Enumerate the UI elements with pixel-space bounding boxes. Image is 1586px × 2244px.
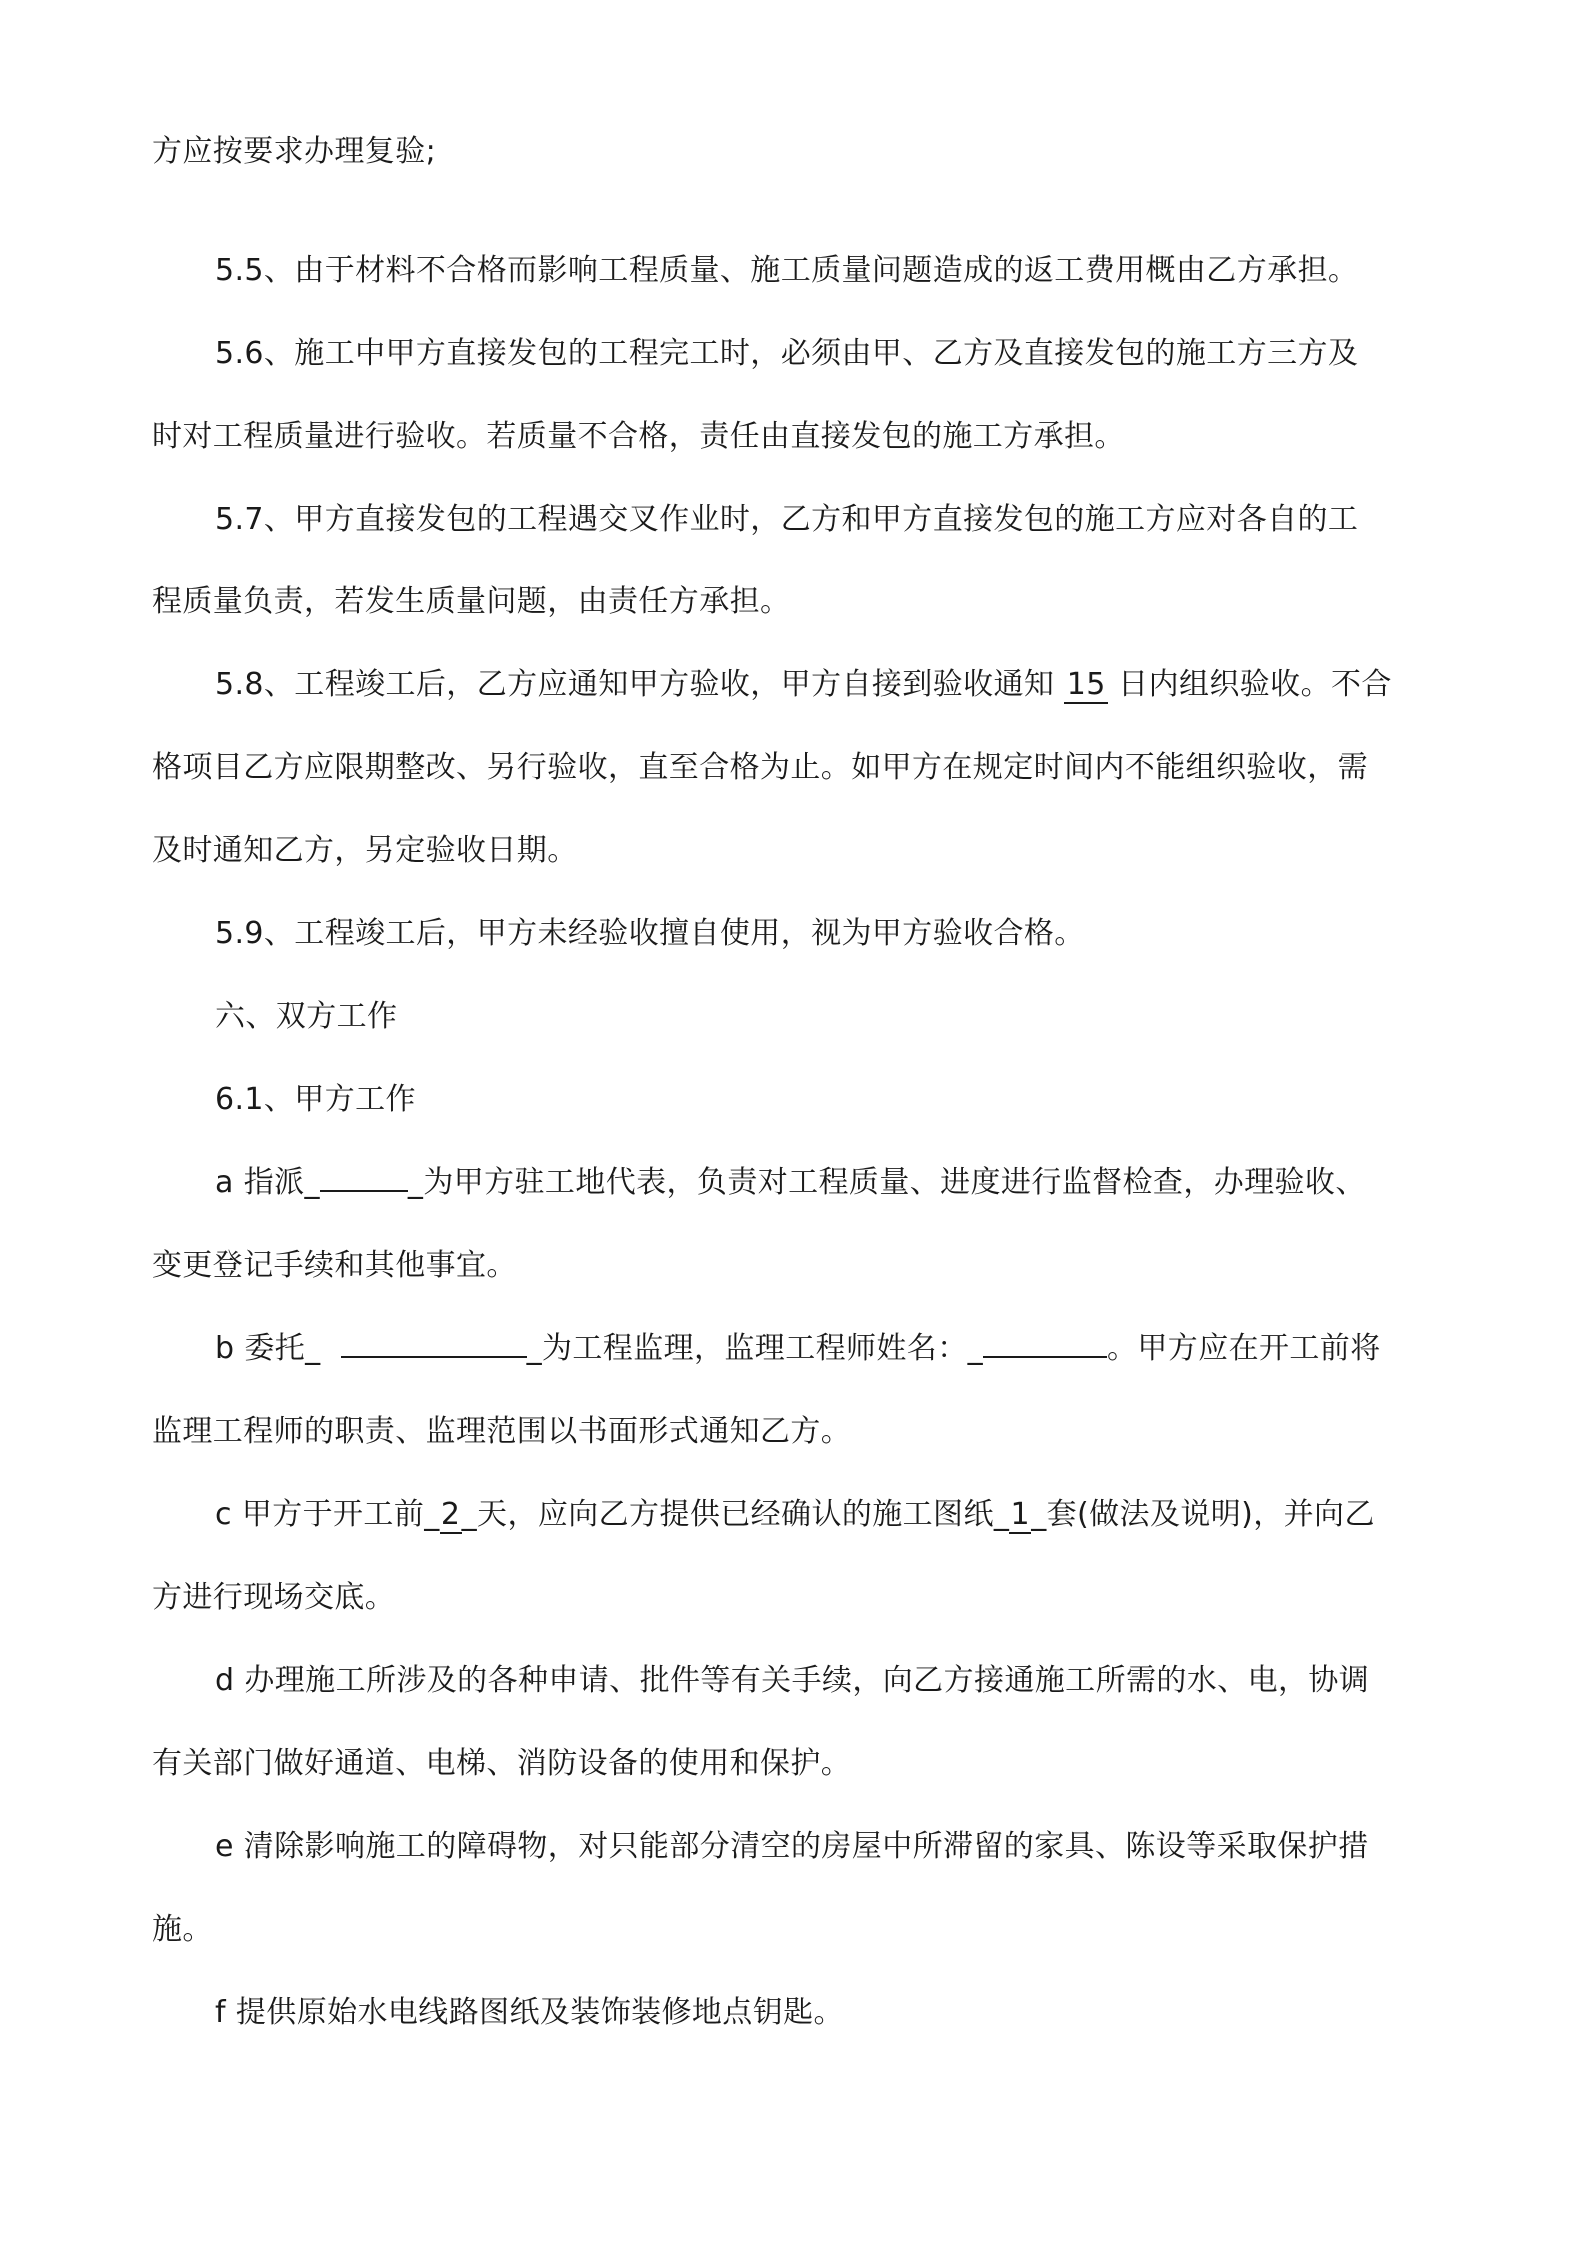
site-representative-blank [320,1190,408,1192]
clause-5-8-text-before: 5.8、工程竣工后，乙方应通知甲方验收，甲方自接到验收通知 [215,667,1065,702]
item-a-cont: 变更登记手续和其他事宜。 [152,1248,517,1283]
item-e: e 清除影响施工的障碍物，对只能部分清空的房屋中所滞留的家具、陈设等采取保护措 [215,1829,1369,1864]
drawing-sets-value: 1 [1010,1497,1030,1532]
item-c-cont: 方进行现场交底。 [152,1580,396,1615]
clause-5-8-text-after: 日内组织验收。不合 [1108,667,1392,702]
clause-5-8-cont: 及时通知乙方，另定验收日期。 [152,833,578,868]
clause-5-6: 5.6、施工中甲方直接发包的工程完工时，必须由甲、乙方及直接发包的施工方三方及 [215,336,1359,371]
clause-5-6-cont: 时对工程质量进行验收。若质量不合格，责任由直接发包的施工方承担。 [152,419,1125,454]
clause-5-7-cont: 程质量负责，若发生质量问题，由责任方承担。 [152,584,791,619]
inspection-days-value: 15 [1064,668,1108,704]
item-d: d 办理施工所涉及的各种申请、批件等有关手续，向乙方接通施工所需的水、电，协调 [215,1663,1370,1698]
supervision-company-blank [341,1356,527,1358]
item-c [215,1495,1375,1535]
item-d-cont: 有关部门做好通道、电梯、消防设备的使用和保护。 [152,1746,852,1781]
item-b-text-before: b 委托_ [215,1331,321,1366]
supervisor-name-blank [983,1356,1107,1358]
item-a-text-after: _为甲方驻工地代表，负责对工程质量、进度进行监督检查，办理验收、 [407,1165,1366,1200]
item-a-text-before: a 指派_ [215,1165,320,1200]
item-c-text-middle: _天，应向乙方提供已经确认的施工图纸_ [461,1497,1010,1532]
item-b-cont: 监理工程师的职责、监理范围以书面形式通知乙方。 [152,1414,852,1449]
clause-5-5: 5.5、由于材料不合格而影响工程质量、施工质量问题造成的返工费用概由乙方承担。 [215,253,1359,288]
item-f: f 提供原始水电线路图纸及装饰装修地点钥匙。 [215,1995,844,2030]
clause-5-9: 5.9、工程竣工后，甲方未经验收擅自使用，视为甲方验收合格。 [215,916,1085,951]
item-b-text-after: 。甲方应在开工前将 [1107,1331,1381,1366]
item-c-text-after: _套(做法及说明)，并向乙 [1031,1497,1375,1532]
section-heading-6: 六、双方工作 [215,999,398,1034]
item-e-cont: 施。 [152,1912,213,1947]
item-a [215,1163,1366,1203]
subsection-6-1: 6.1、甲方工作 [215,1082,416,1117]
clause-5-8-cont: 格项目乙方应限期整改、另行验收，直至合格为止。如甲方在规定时间内不能组织验收，需 [152,750,1368,785]
item-b-text-middle: _为工程监理，监理工程师姓名：_ [526,1331,983,1366]
item-b [215,1329,1381,1369]
item-c-text-before: c 甲方于开工前_ [215,1497,440,1532]
days-before-start-value: 2 [440,1497,461,1532]
text-line: 方应按要求办理复验; [152,134,437,169]
clause-5-8 [215,665,1392,705]
clause-5-7: 5.7、甲方直接发包的工程遇交叉作业时，乙方和甲方直接发包的施工方应对各自的工 [215,502,1359,537]
